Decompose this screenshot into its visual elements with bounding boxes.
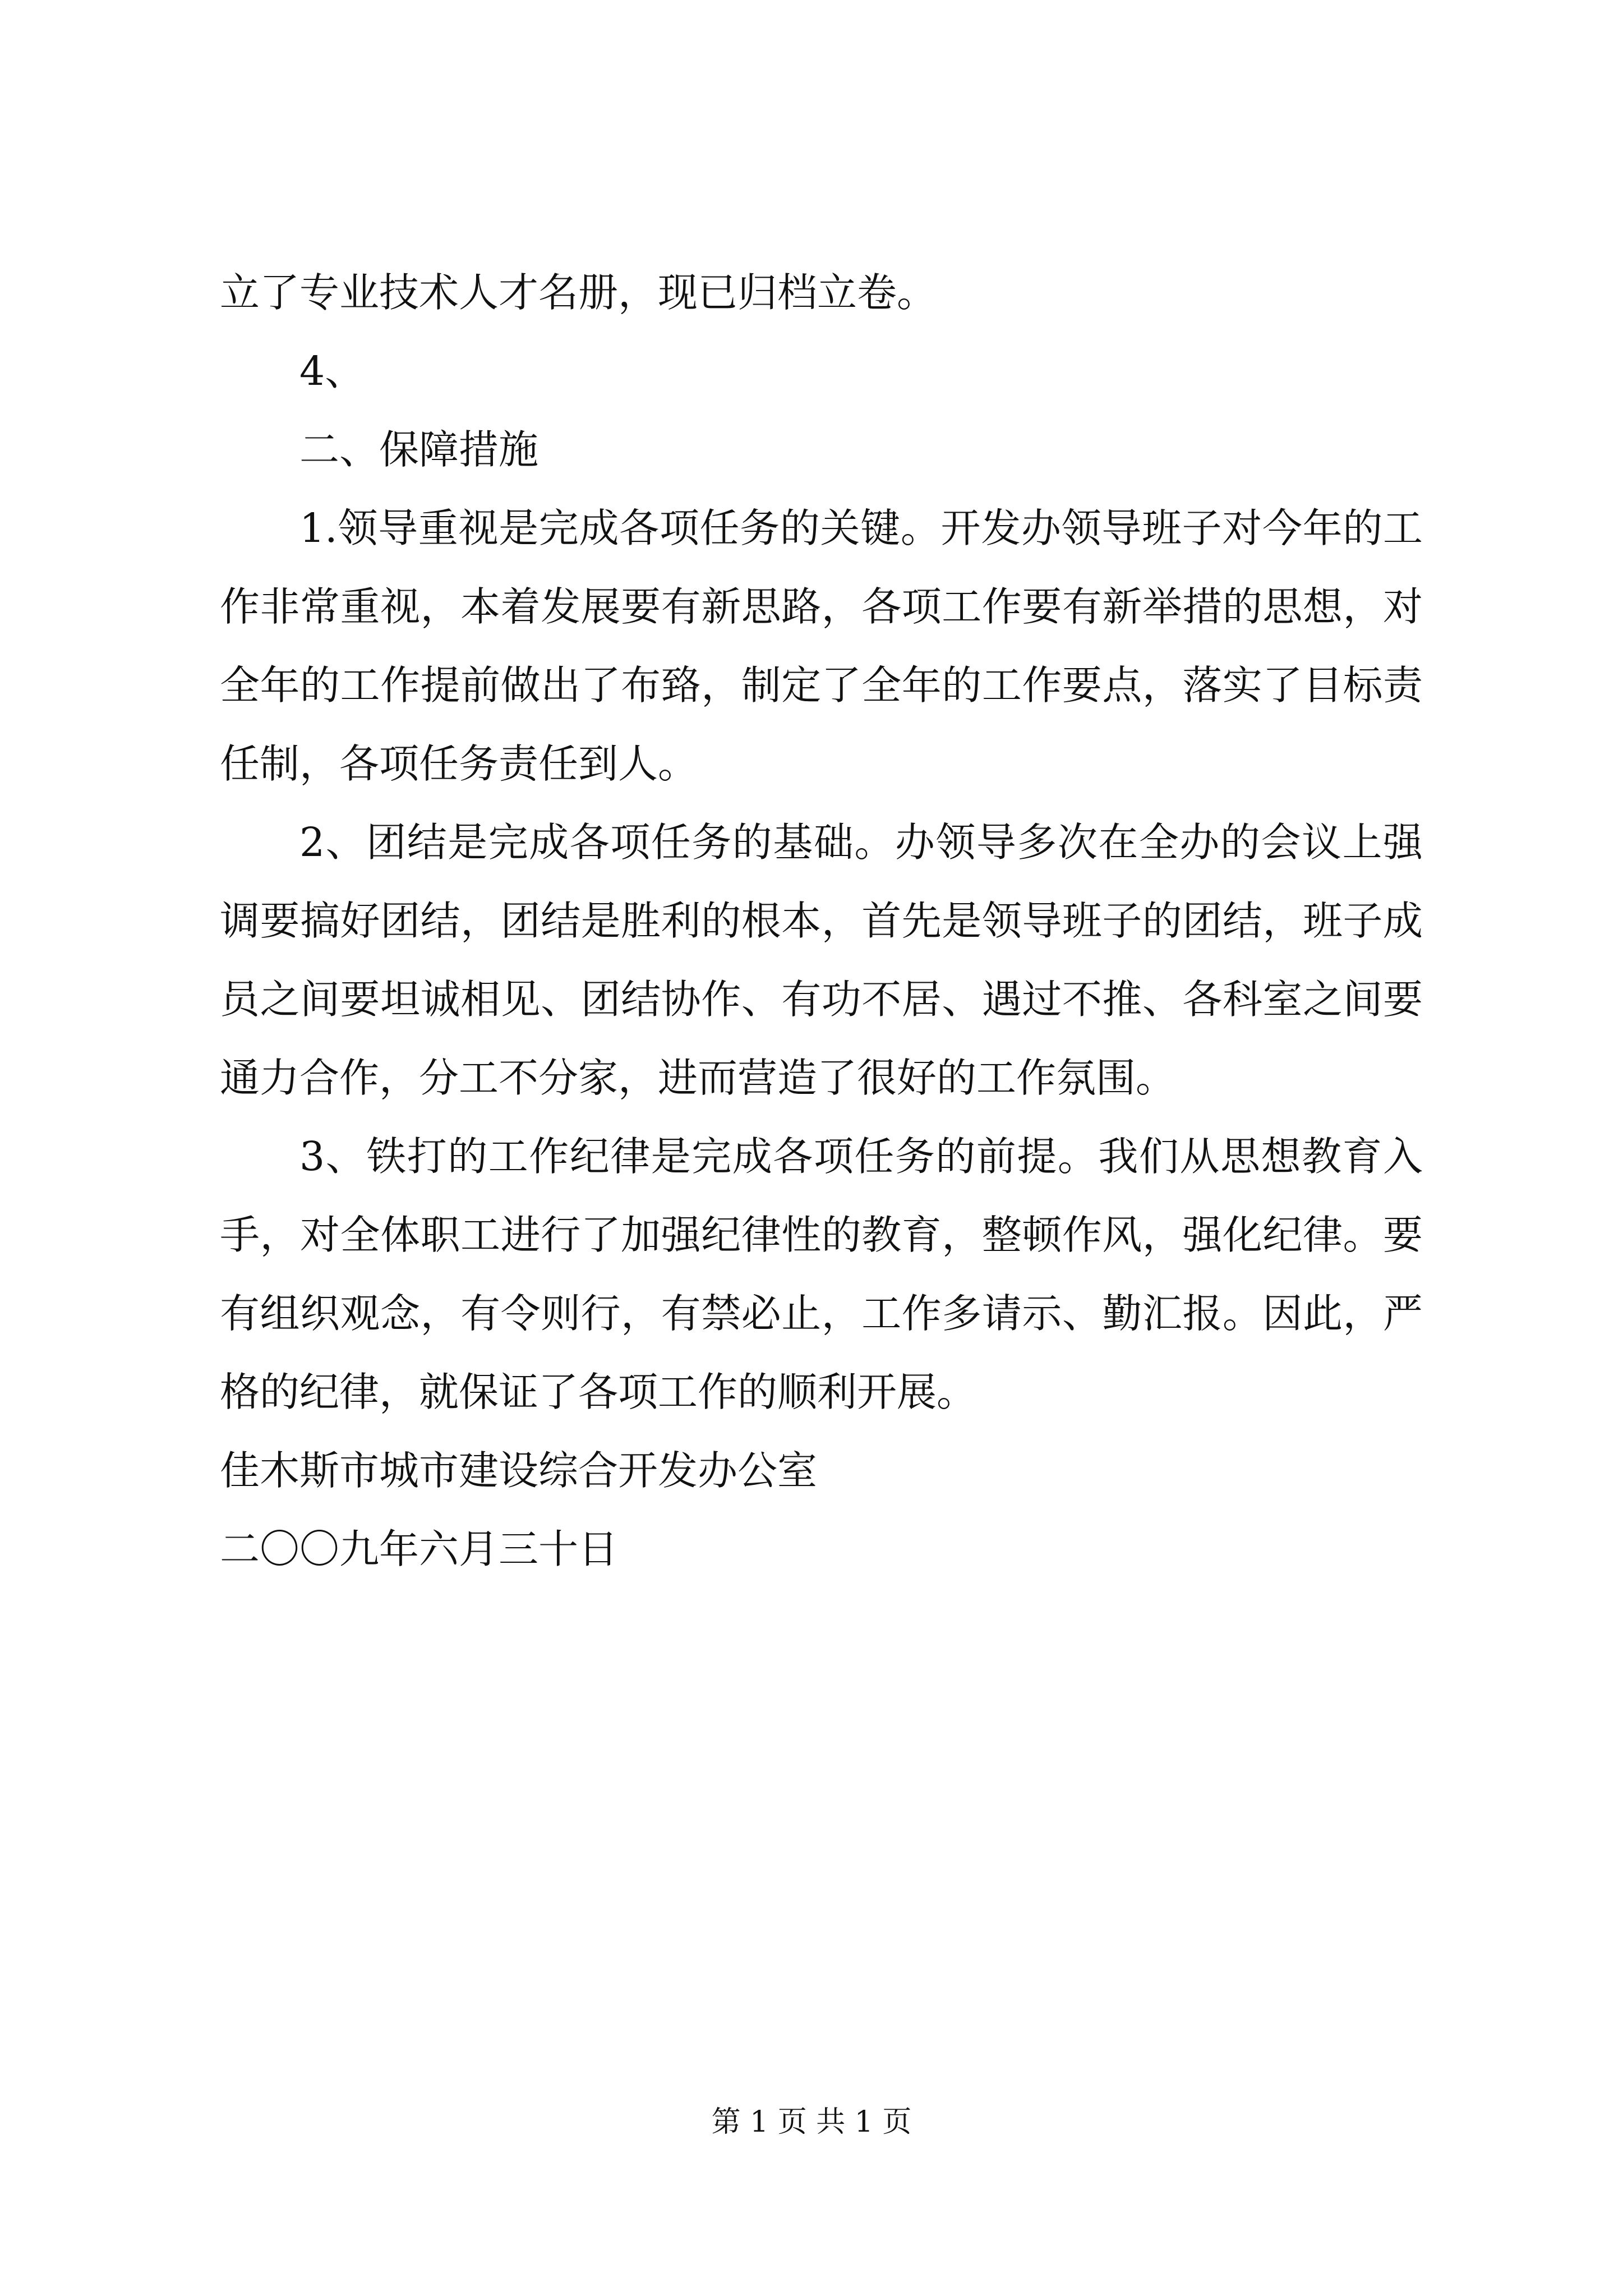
paragraph-measure-1: 1.领导重视是完成各项任务的关键。开发办领导班子对今年的工作非常重视，本着发展要有新思路，各项工作要有新举措的思想，对全年的工作提前做出了布臵，制定了全年的工作要点，落实了目标责任制，各项任务责任到人。 xyxy=(220,505,1423,787)
section-heading: 二、保障措施 xyxy=(299,426,539,473)
paragraph-measure-2: 2、团结是完成各项任务的基础。办领导多次在全办的会议上强调要搞好团结，团结是胜利的根本，首先是领导班子的团结，班子成员之间要坦诚相见、团结协作、有功不居、遇过不推、各科室之间要通力合作，分工不分家，进而营造了很好的工作氛围。 xyxy=(220,819,1423,1101)
signature-date: 二〇〇九年六月三十日 xyxy=(220,1526,619,1572)
paragraph-2: 4、 xyxy=(299,348,365,394)
paragraph-measure-3: 3、铁打的工作纪律是完成各项任务的前提。我们从思想教育入手，对全体职工进行了加强纪律性的教育，整顿作风，强化纪律。要有组织观念，有令则行，有禁必止，工作多请示、勤汇报。因此，严格的纪律，就保证了各项工作的顺利开展。 xyxy=(220,1133,1423,1415)
signature-organization: 佳木斯市城市建设综合开发办公室 xyxy=(220,1447,818,1494)
paragraph-1: 立了专业技术人才名册，现已归档立卷。 xyxy=(220,269,937,316)
page-footer: 第 1 页 共 1 页 xyxy=(711,2105,912,2139)
document-body xyxy=(220,254,1423,1589)
